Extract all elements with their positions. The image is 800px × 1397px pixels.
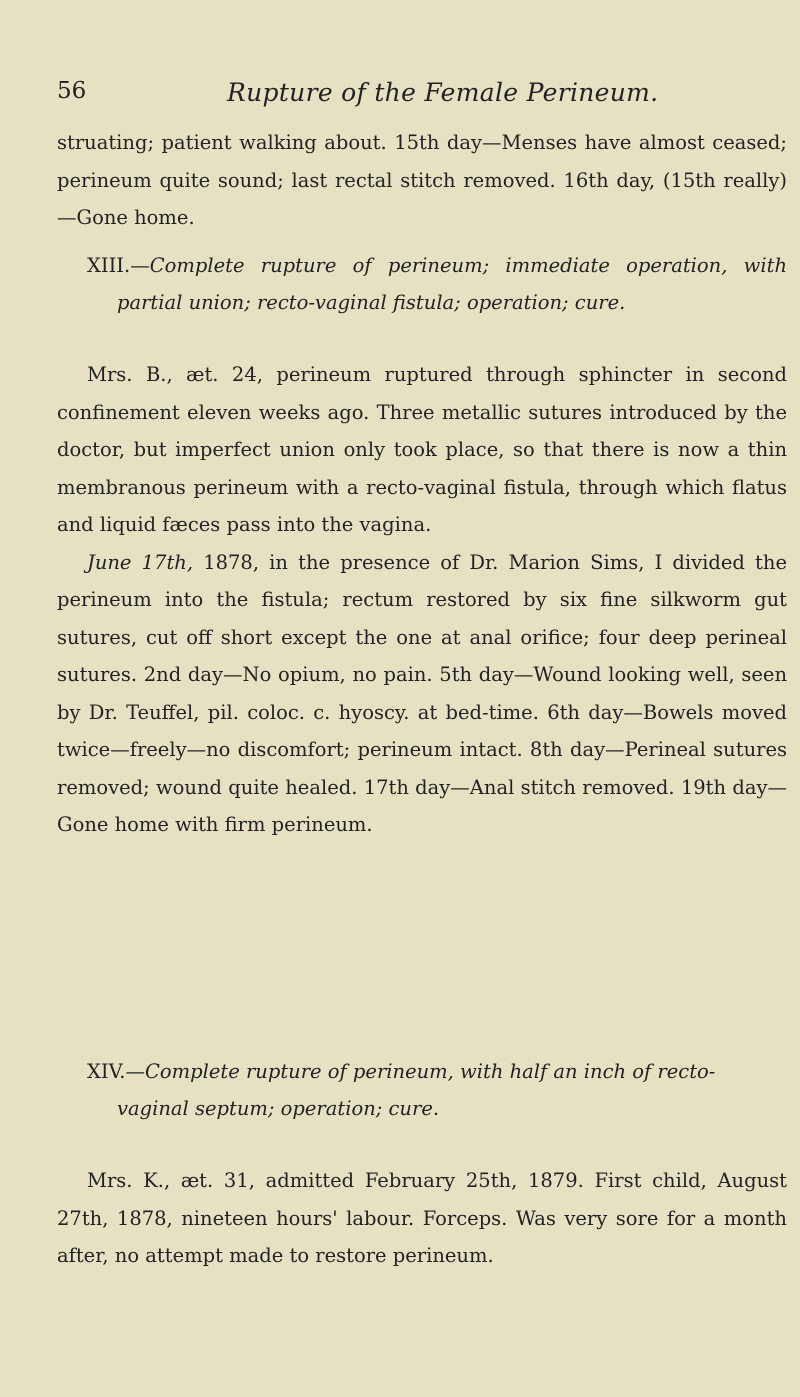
- case-14: [57, 1053, 787, 1127]
- running-title: Rupture of the Female Perineum.: [227, 78, 659, 107]
- page-number: 56: [57, 78, 87, 104]
- case-13: [57, 247, 787, 321]
- case-13-number: XIII.—: [87, 254, 150, 277]
- case-13-date: June 17th,: [87, 550, 194, 574]
- case-13-paragraph-1: Mrs. B., æt. 24, perineum ruptured through sphincter in second confinement eleven weeks ago. Three metallic sutures introduced by the doctor, but imperfect union only took place, so that there is now a thin membranous perineum with a recto-vaginal fistula, through which flatus and liquid fæces pass into the vagina.: [57, 363, 787, 536]
- case-14-paragraph-1: Mrs. K., æt. 31, admitted February 25th, 1879. First child, August 27th, 1878, nineteen hours' labour. Forceps. Was very sore for a month after, no attempt made to restore perineum.: [57, 1169, 787, 1267]
- continuation-paragraph: struating; patient walking about. 15th day—Menses have almost ceased; perineum quite sound; last rectal stitch removed. 16th day, (15th really)—Gone home.: [57, 131, 787, 229]
- case-14-title: Complete rupture of perineum, with half an inch of recto-vaginal septum; operation; cure.: [117, 1060, 716, 1120]
- case-13-heading: [87, 247, 787, 321]
- case-14-heading: [87, 1053, 787, 1127]
- case-13-title: Complete rupture of perineum; immediate operation, with partial union; recto-vaginal fistula; operation; cure.: [117, 254, 787, 314]
- case-14-number: XIV.—: [87, 1060, 145, 1083]
- case-13-paragraph-2: [57, 544, 787, 844]
- case-13-paragraph-2-text: 1878, in the presence of Dr. Marion Sims, I divided the perineum into the fistula; rectum restored by six fine silkworm gut sutures, cut off short except the one at anal orifice; four deep perineal sutures. 2nd day—No opium, no pain. 5th day—Wound looking well, seen by Dr. Teuffel, pil. coloc. c. hyoscy. at bed-time. 6th day—Bowels moved twice—freely—no discomfort; perineum intact. 8th day—Perineal sutures removed; wound quite healed. 17th day—Anal stitch removed. 19th day—Gone home with firm perineum.: [57, 550, 787, 836]
- case-13-body: [57, 356, 787, 844]
- case-14-body: [57, 1162, 787, 1275]
- continuation-block: [57, 124, 787, 237]
- page-header: [57, 78, 757, 118]
